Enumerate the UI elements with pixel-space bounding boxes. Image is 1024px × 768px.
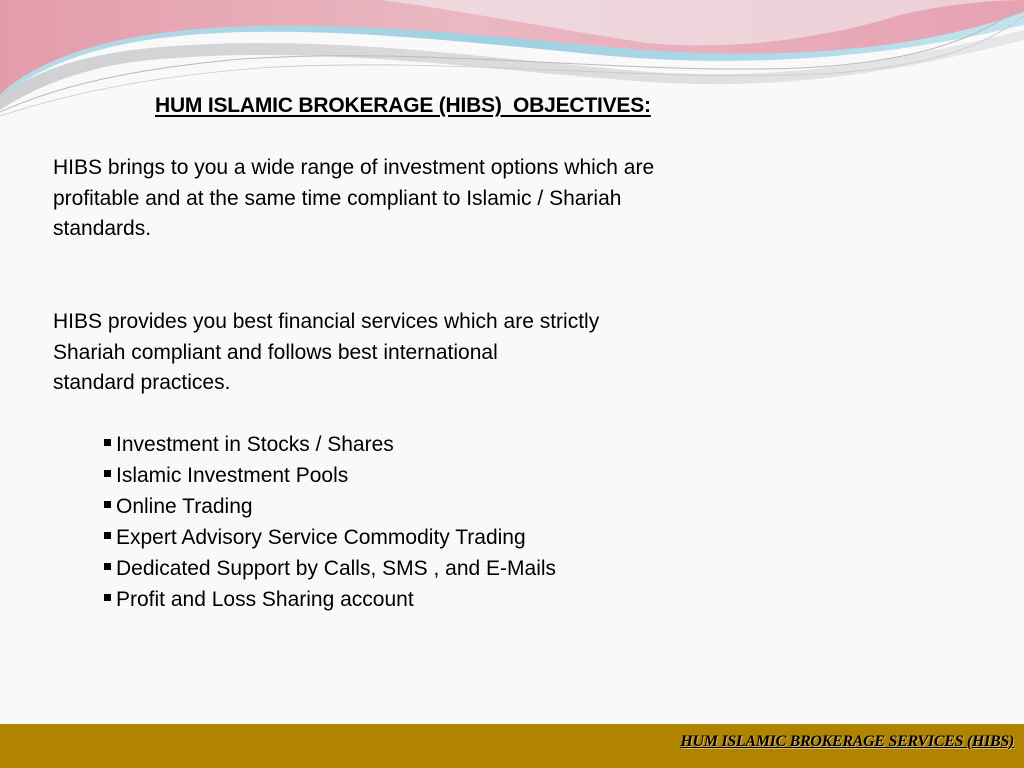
bullet-item [104,460,556,491]
square-bullet-icon [104,532,111,539]
bullet-text: Dedicated Support by Calls, SMS , and E-Mails [116,557,557,580]
services-paragraph-line: HIBS provides you best financial services which are strictly [53,310,600,333]
bullet-item [104,584,556,615]
intro-paragraph-line: HIBS brings to you a wide range of investment options which are [53,156,655,179]
services-paragraph-line: standard practices. [53,371,231,394]
bullet-text: Online Trading [116,495,253,518]
bullet-item [104,522,556,553]
services-paragraph [53,307,599,399]
bullet-text: Islamic Investment Pools [116,464,349,487]
square-bullet-icon [104,439,111,446]
footer-bar [0,724,1024,768]
services-paragraph-line: Shariah compliant and follows best international [53,340,498,364]
bullet-text: Expert Advisory Service Commodity Trading [116,526,526,549]
square-bullet-icon [104,501,111,508]
footer-company-name: HUM ISLAMIC BROKERAGE SERVICES (HIBS) [680,733,1014,750]
bullet-item [104,429,556,460]
intro-paragraph-line: profitable and at the same time compliant to Islamic / Shariah [53,186,622,210]
square-bullet-icon [104,470,111,477]
slide-title: HUM ISLAMIC BROKERAGE (HIBS) OBJECTIVES: [155,94,651,117]
bullet-item [104,553,556,584]
intro-paragraph-line: standards. [53,217,152,240]
bullet-text: Investment in Stocks / Shares [116,433,394,456]
bullet-text: Profit and Loss Sharing account [116,588,414,611]
square-bullet-icon [104,563,111,570]
intro-paragraph [53,153,654,245]
services-bullet-list [104,429,556,615]
bullet-item [104,491,556,522]
square-bullet-icon [104,594,111,601]
